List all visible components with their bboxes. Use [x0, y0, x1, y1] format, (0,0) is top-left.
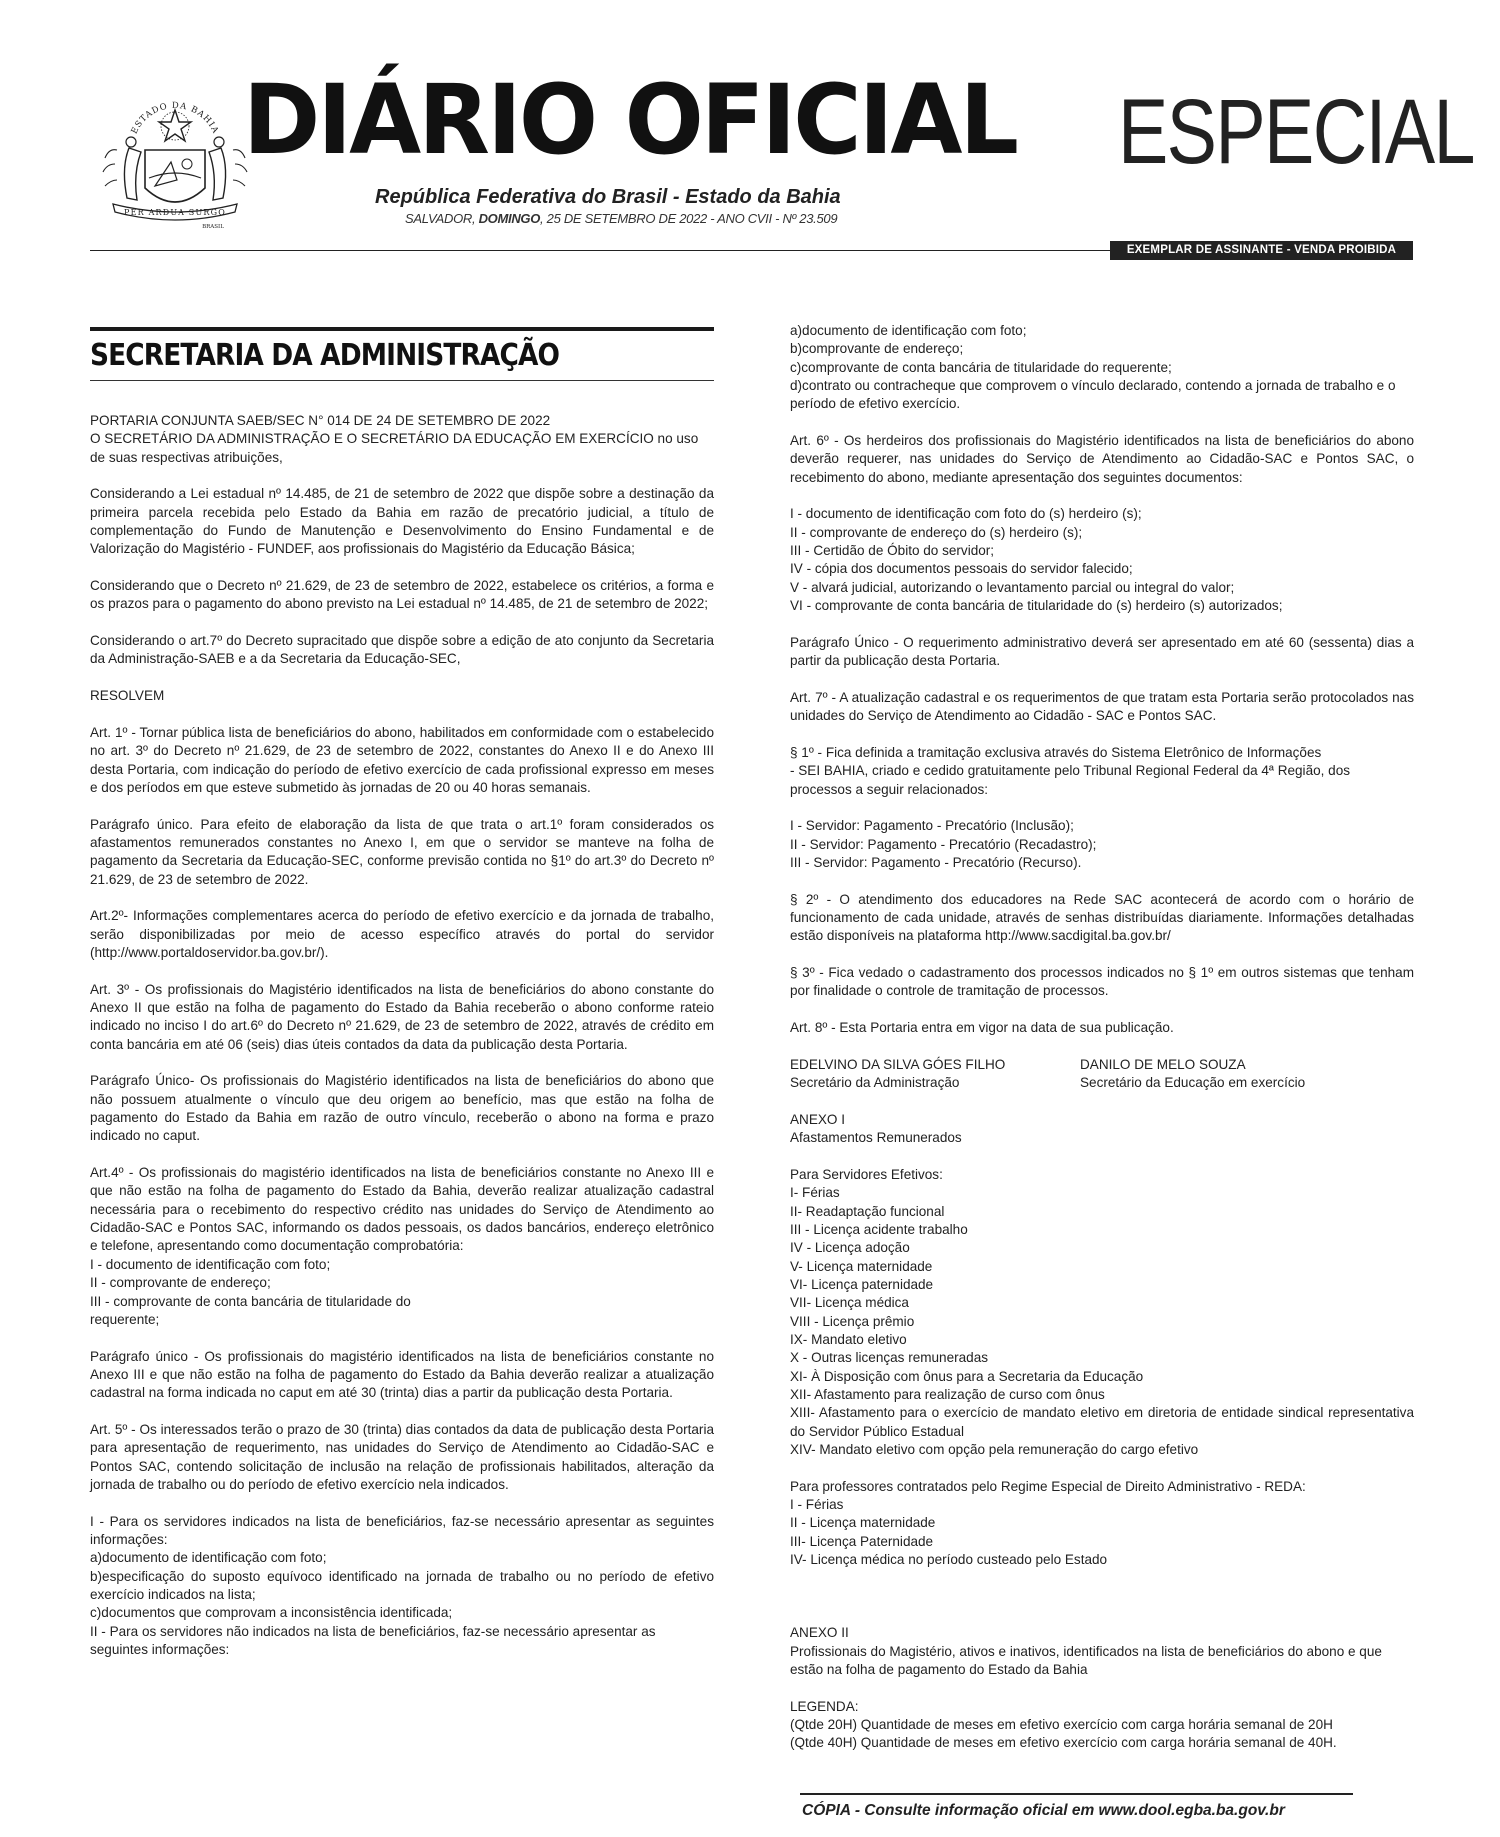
- paragraph: Considerando o art.7º do Decreto supracitado que dispõe sobre a edição de ato conjunto da Secretaria da Administração-SAEB e a da Secretaria da Educação-SEC,: [90, 633, 714, 667]
- paragraph: Para professores contratados pelo Regime Especial de Direito Administrativo - REDA: I - Férias II - Licença maternidade III- Licença Paternidade IV- Licença médica no período custeado pelo Estado: [790, 1478, 1306, 1568]
- paragraph: Parágrafo único - Os profissionais do magistério identificados na lista de beneficiários constante no Anexo III e que não estão na folha de pagamento do Estado da Bahia deverão realizar a atualização cadastral na forma indicada no caput em até 30 (trinta) dias a partir da publicação desta Portaria.: [90, 1348, 714, 1401]
- svg-text:ESTADO DA BAHIA: [130, 101, 221, 136]
- paragraph: Parágrafo único. Para efeito de elaboração da lista de que trata o art.1º foram considerados os afastamentos remunerados constantes no Anexo I, em que o servidor se manteve na folha de pagamento da Secretaria da Educação-SEC, conforme previsão contida no §1º do art.3º do Decreto nº 21.629, de 23 de setembro de 2022.: [90, 816, 714, 887]
- paragraph: I - documento de identificação com foto do (s) herdeiro (s); II - comprovante de endereço do (s) herdeiro (s); III - Certidão de Óbito do servidor; IV - cópia dos documentos pessoais do servidor falecido; V - alvará judicial, autorizando o levantamento parcial ou integral do valor; VI - comprovante de conta bancária de titularidade do (s) herdeiro (s) autorizados;: [790, 506, 1283, 614]
- section-title: SECRETARIA DA ADMINISTRAÇÃO: [90, 338, 560, 373]
- edition-label: ESPECIAL: [1118, 81, 1474, 183]
- masthead-rule: [90, 250, 1120, 251]
- paragraph: Considerando a Lei estadual nº 14.485, de 21 de setembro de 2022 que dispõe sobre a destinação da primeira parcela recebida pelo Estado da Bahia em razão de precatório judicial, a título de complementação do Fundo de Manutenção e Desenvolvimento do Ensino Fundamental e de Valorização do Magistério - FUNDEF, aos profissionais do Magistério da Educação Básica;: [90, 486, 714, 557]
- spacer: [790, 1588, 1414, 1606]
- paragraph: Art. 5º - Os interessados terão o prazo de 30 (trinta) dias contados da data de publicação desta Portaria para apresentação de requerimento, nas unidades do Serviço de Atendimento ao Cidadão-SAC e Pontos SAC, contendo solicitação de inclusão na relação de profissionais habilitados, alteração da jornada de trabalho ou do período de efetivo exercício nela indicados.: [90, 1421, 714, 1492]
- signature-role: Secretário da Administração: [790, 1075, 960, 1091]
- signature-2: [1080, 1056, 1305, 1093]
- paragraph: ANEXO II Profissionais do Magistério, ativos e inativos, identificados na lista de beneficiários do abono e que estão na folha de pagamento do Estado da Bahia: [790, 1625, 1382, 1678]
- footer-copy-notice: CÓPIA - Consulte informação oficial em www.dool.egba.ba.gov.br: [802, 1802, 1285, 1819]
- paragraph: a)documento de identificação com foto; b)comprovante de endereço; c)comprovante de conta bancária de titularidade do requerente; d)contrato ou contracheque que comprovem o vínculo declarado, contendo a jornada de trabalho e o período de efetivo exercício.: [790, 323, 1396, 412]
- seal-top-text: ESTADO DA BAHIA: [129, 100, 221, 136]
- paragraph: I - Servidor: Pagamento - Precatório (Inclusão); II - Servidor: Pagamento - Precatório (Recadastro); III - Servidor: Pagamento - Precatório (Recurso).: [790, 818, 1097, 870]
- paragraph: LEGENDA: (Qtde 20H) Quantidade de meses em efetivo exercício com carga horária semanal de 20H (Qtde 40H) Quantidade de meses em efetivo exercício com carga horária semanal de 40H.: [790, 1698, 1337, 1751]
- signature-1: [790, 1056, 1080, 1093]
- right-column: [790, 322, 1414, 1771]
- paragraph: Art.4º - Os profissionais do magistério identificados na lista de beneficiários constante no Anexo III e que não estão na folha de pagamento do Estado da Bahia, deverão realizar atualização cadastral necessária para o recebimento do respectivo crédito nas unidades do Serviço de Atendimento ao Cidadão-SAC e Pontos SAC, informando os dados pessoais, os dados bancários, endereço eletrônico e telefone, apresentando como documentação comprobatória: I - documento de identificação com foto; II - comprovante de endereço; III - comprovante de conta bancária de titularidade do requerente;: [90, 1165, 714, 1327]
- signature-name: DANILO DE MELO SOUZA: [1080, 1056, 1246, 1072]
- paragraph: PORTARIA CONJUNTA SAEB/SEC N° 014 DE 24 DE SETEMBRO DE 2022 O SECRETÁRIO DA ADMINISTRAÇÃO E O SECRETÁRIO DA EDUCAÇÃO EM EXERCÍCIO no uso de suas respectivas atribuições,: [90, 413, 699, 465]
- section-top-bar: [90, 327, 714, 331]
- paragraph: § 2º - O atendimento dos educadores na Rede SAC acontecerá de acordo com o horário de funcionamento de cada unidade, através de senhas distribuídas diariamente. Informações detalhadas estão disponíveis na plataforma http://www.sacdigital.ba.gov.br/: [790, 891, 1414, 944]
- paragraph: Art.2º- Informações complementares acerca do período de efetivo exercício e da jornada de trabalho, serão disponibilizadas por meio de acesso específico através do portal do servidor (http://www.portaldoservidor.ba.gov.br/).: [90, 908, 714, 960]
- paragraph: Para Servidores Efetivos: I- Férias II- Readaptação funcional III - Licença acidente trabalho IV - Licença adoção V- Licença maternidade VI- Licença paternidade VII- Licença médica VIII - Licença prêmio IX- Mandato eletivo X - Outras licenças remuneradas XI- À Disposição com ônus para a Secretaria da Educação XII- Afastamento para realização de curso com ônus XIII- Afastamento para o exercício de mandato eletivo em diretoria de entidade sindical representativa do Servidor Público Estadual XIV- Mandato eletivo com opção pela remuneração do cargo efetivo: [790, 1166, 1414, 1457]
- paragraph: Art. 3º - Os profissionais do Magistério identificados na lista de beneficiários do abono constante do Anexo II que estão na folha de pagamento do Estado da Bahia receberão o abono conforme rateio indicado no inciso I do art.6º do Decreto nº 21.629, de 23 de setembro de 2022, através de crédito em conta bancária em até 06 (seis) dias úteis contados da data da publicação desta Portaria.: [90, 981, 714, 1052]
- seal-country: BRASIL: [202, 224, 224, 230]
- dateline-rest: , 25 DE SETEMBRO DE 2022 - ANO CVII - Nº 23.509: [540, 211, 838, 226]
- right-column-articles: [790, 322, 1414, 1037]
- left-column: [90, 412, 714, 1678]
- signature-name: EDELVINO DA SILVA GÓES FILHO: [790, 1056, 1006, 1072]
- paragraph: Considerando que o Decreto nº 21.629, de 23 de setembro de 2022, estabelece os critérios, a forma e os prazos para o pagamento do abono previsto na Lei estadual nº 14.485, de 21 de setembro de 2022;: [90, 578, 714, 612]
- dateline-weekday: DOMINGO: [478, 211, 541, 226]
- footer-rule: [800, 1793, 1353, 1795]
- paragraph: Art. 8º - Esta Portaria entra em vigor na data de sua publicação.: [790, 1020, 1174, 1036]
- paragraph: Art. 1º - Tornar pública lista de beneficiários do abono, habilitados em conformidade com o estabelecido no art. 3º do Decreto nº 21.629, de 23 de setembro de 2022, constantes do Anexo II e do Anexo III desta Portaria, com indicação do período de efetivo exercício de cada profissional expresso em meses e dos períodos em que esteve submetido às jornadas de 20 ou 40 horas semanais.: [90, 724, 714, 795]
- right-column-annexes: [790, 1111, 1414, 1753]
- subscriber-badge: EXEMPLAR DE ASSINANTE - VENDA PROIBIDA: [1110, 241, 1413, 260]
- seal-motto: PER ARDUA SURGO: [123, 208, 227, 217]
- paragraph: RESOLVEM: [90, 688, 165, 704]
- paragraph: Art. 7º - A atualização cadastral e os requerimentos de que tratam esta Portaria serão protocolados nas unidades do Serviço de Atendimento ao Cidadão - SAC e Pontos SAC.: [790, 689, 1414, 724]
- paragraph: Parágrafo Único- Os profissionais do Magistério identificados na lista de beneficiários do abono que não possuem atualmente o vínculo que deu origem ao benefício, mas que estão na folha de pagamento do Estado da Bahia em razão de outro vínculo, receberão o abono na forma e prazo indicado no caput.: [90, 1073, 714, 1144]
- paragraph: ANEXO I Afastamentos Remunerados: [790, 1111, 962, 1146]
- paragraph: Parágrafo Único - O requerimento administrativo deverá ser apresentado em até 60 (sessenta) dias a partir da publicação desta Portaria.: [790, 634, 1414, 669]
- signature-role: Secretário da Educação em exercício: [1080, 1075, 1306, 1091]
- paragraph: Art. 6º - Os herdeiros dos profissionais do Magistério identificados na lista de beneficiários do abono deverão requerer, nas unidades do Serviço de Atendimento ao Cidadão-SAC e Pontos SAC, o recebimento do abono, mediante apresentação dos seguintes documentos:: [790, 433, 1414, 485]
- paragraph: § 1º - Fica definida a tramitação exclusiva através do Sistema Eletrônico de Informações - SEI BAHIA, criado e cedido gratuitamente pelo Tribunal Regional Federal da 4ª Região, dos processos a seguir relacionados:: [790, 744, 1351, 797]
- paragraph: § 3º - Fica vedado o cadastramento dos processos indicados no § 1º em outros sistemas que tenham por finalidade o controle de tramitação de processos.: [790, 965, 1414, 999]
- signatures: [790, 1056, 1414, 1093]
- republic-subtitle: República Federativa do Brasil - Estado da Bahia: [375, 186, 841, 208]
- section-rule: [90, 380, 714, 381]
- masthead: [0, 0, 1500, 270]
- dateline-city: SALVADOR,: [405, 211, 476, 226]
- dateline: [405, 211, 837, 226]
- bahia-coat-of-arms-icon: [85, 88, 265, 233]
- paragraph: I - Para os servidores indicados na lista de beneficiários, faz-se necessário apresentar as seguintes informações: a)documento de identificação com foto; b)especificação do suposto equívoco identificado na jornada de trabalho ou no período de efetivo exercício indicados na lista; c)documentos que comprovam a inconsistência identificada; II - Para os servidores não indicados na lista de beneficiários, faz-se necessário apresentar as seguintes informações:: [90, 1513, 714, 1658]
- newspaper-title: DIÁRIO OFICIAL: [243, 64, 1017, 176]
